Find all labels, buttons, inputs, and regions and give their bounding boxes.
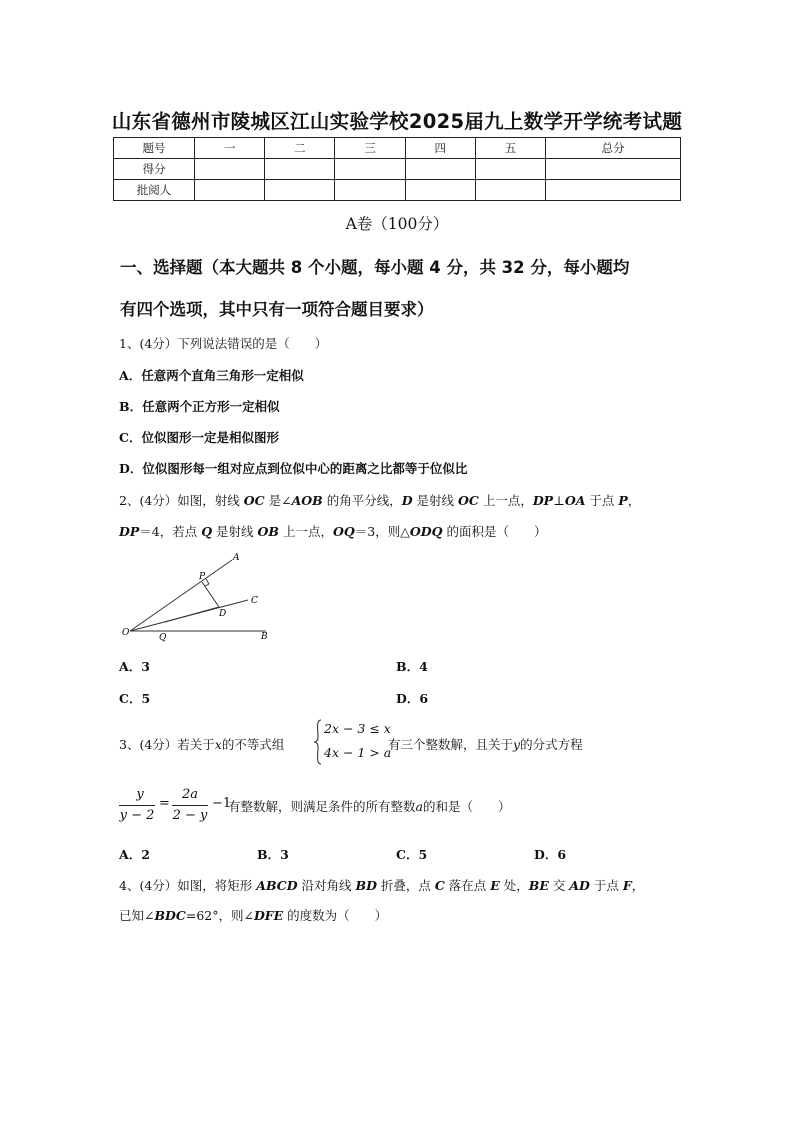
question-3-line-1-cont xyxy=(388,735,583,753)
question-4-line-1 xyxy=(119,876,644,894)
q3-text: 3、(4分）若关于 xyxy=(119,737,215,752)
question-3-option-b: B．3 xyxy=(257,847,289,862)
question-1-stem: 1、(4分）下列说法错误的是（ ） xyxy=(119,336,328,351)
table-cell xyxy=(265,159,335,180)
question-3-line-1 xyxy=(119,735,284,753)
q2-var: AOB xyxy=(291,493,323,508)
q2-var: OC xyxy=(458,493,479,508)
label-a: A xyxy=(233,553,240,563)
q2-text: 上一点， xyxy=(279,524,333,539)
ray-oa xyxy=(130,560,232,631)
segment-dp xyxy=(202,582,219,607)
q4-var: F xyxy=(622,878,632,893)
q2-text: 是射线 xyxy=(412,493,458,508)
left-fraction-denominator: y − 2 xyxy=(119,808,155,823)
q2-var: OB xyxy=(257,524,279,539)
q3-var: a xyxy=(415,799,423,814)
question-3-line-2 xyxy=(228,797,510,815)
q2-var: Q xyxy=(201,524,213,539)
table-row xyxy=(114,180,681,201)
q4-text: =62°，则∠ xyxy=(185,908,254,923)
inequality-2: 4x − 1 > a xyxy=(324,745,392,760)
right-angle-mark xyxy=(205,579,209,586)
table-cell: 三 xyxy=(335,138,405,159)
q4-var: E xyxy=(490,878,500,893)
table-cell xyxy=(335,159,405,180)
label-o: O xyxy=(122,628,130,638)
left-fraction-numerator: y xyxy=(136,787,144,802)
q4-text: 折叠，点 xyxy=(376,878,435,893)
table-cell xyxy=(405,159,475,180)
table-cell xyxy=(475,159,545,180)
q4-text: ， xyxy=(631,878,645,893)
page-title: 山东省德州市陵城区江山实验学校2025届九上数学开学统考试题 xyxy=(111,110,683,133)
q2-var: ODQ xyxy=(409,524,443,539)
minus-one: −1 xyxy=(212,796,232,811)
q4-text: 已知∠ xyxy=(119,908,155,923)
q4-text: 交 xyxy=(548,878,570,893)
q2-text: ⊥ xyxy=(553,493,565,508)
label-p: P xyxy=(199,572,206,582)
question-2-option-c: C．5 xyxy=(119,691,151,706)
label-c: C xyxy=(251,596,258,606)
table-row xyxy=(114,159,681,180)
left-brace xyxy=(313,719,323,765)
q2-text: 2、(4分）如图，射线 xyxy=(119,493,244,508)
question-4-line-2 xyxy=(119,906,387,924)
question-3-option-d: D．6 xyxy=(534,847,567,862)
table-cell xyxy=(195,180,265,201)
question-2-option-b: B．4 xyxy=(396,659,428,674)
q2-var: P xyxy=(618,493,628,508)
q4-var: C xyxy=(434,878,445,893)
table-cell xyxy=(195,159,265,180)
score-table xyxy=(113,137,681,201)
question-1-option-c: C．位似图形一定是相似图形 xyxy=(119,430,279,445)
q2-text: ＝3，则△ xyxy=(354,524,410,539)
q2-text: 于点 xyxy=(585,493,619,508)
q2-text: 是∠ xyxy=(264,493,292,508)
right-fraction-bar xyxy=(172,805,208,806)
q3-text: 有三个整数解，且关于 xyxy=(388,737,514,752)
table-cell: 四 xyxy=(405,138,475,159)
q4-text: 沿对角线 xyxy=(297,878,356,893)
q3-text: 的不等式组 xyxy=(221,737,285,752)
question-1-option-d: D．位似图形每一组对应点到位似中心的距离之比都等于位似比 xyxy=(119,461,468,476)
q3-var: x xyxy=(214,737,222,752)
q2-text: 是射线 xyxy=(212,524,258,539)
q4-var: DFE xyxy=(253,908,284,923)
section-heading-line-1: 一、选择题（本大题共 8 个小题，每小题 4 分，共 32 分，每小题均 xyxy=(120,258,630,277)
left-fraction-bar xyxy=(119,805,155,806)
q3-text: 的分式方程 xyxy=(520,737,583,752)
q3-text: 有整数解，则满足条件的所有整数 xyxy=(228,799,416,814)
label-d: D xyxy=(219,609,227,619)
q4-var: ABCD xyxy=(256,878,298,893)
q4-var: BD xyxy=(355,878,377,893)
q4-var: BE xyxy=(528,878,549,893)
table-cell: 一 xyxy=(195,138,265,159)
q4-text: 处， xyxy=(499,878,529,893)
question-2-option-d: D．6 xyxy=(396,691,429,706)
section-heading-line-2: 有四个选项，其中只有一项符合题目要求） xyxy=(120,300,434,319)
table-cell: 二 xyxy=(265,138,335,159)
question-2-option-a: A．3 xyxy=(119,659,150,674)
table-cell xyxy=(475,180,545,201)
question-2-line-2 xyxy=(119,522,546,540)
q4-var: AD xyxy=(569,878,590,893)
table-cell xyxy=(546,159,681,180)
question-3-option-a: A．2 xyxy=(119,847,150,862)
equals-sign: = xyxy=(159,796,170,811)
segment-qd xyxy=(165,607,219,622)
q2-var: OA xyxy=(564,493,586,508)
right-fraction-numerator: 2a xyxy=(181,787,199,802)
inequality-system xyxy=(313,719,393,765)
table-cell: 批阅人 xyxy=(114,180,195,201)
q3-text: 的和是（ ） xyxy=(422,799,511,814)
q2-var: OC xyxy=(243,493,265,508)
label-q: Q xyxy=(159,633,167,643)
q2-var: D xyxy=(401,493,413,508)
q2-var: OQ xyxy=(332,524,355,539)
angle-bisector-figure xyxy=(118,551,278,643)
q2-text: ＝4，若点 xyxy=(139,524,202,539)
paper-a-heading: A卷（100分） xyxy=(345,215,449,233)
q3-var: y xyxy=(513,737,521,752)
table-cell: 题号 xyxy=(114,138,195,159)
table-cell xyxy=(265,180,335,201)
table-cell xyxy=(546,180,681,201)
question-1-option-b: B．任意两个正方形一定相似 xyxy=(119,399,280,414)
q2-var: DP xyxy=(119,524,140,539)
table-cell: 五 xyxy=(475,138,545,159)
right-fraction-denominator: 2 − y xyxy=(172,808,208,823)
q4-text: 落在点 xyxy=(444,878,491,893)
question-3-option-c: C．5 xyxy=(396,847,428,862)
q2-text: 的面积是（ ） xyxy=(442,524,547,539)
q4-text: 于点 xyxy=(589,878,623,893)
inequality-1: 2x − 3 ≤ x xyxy=(324,721,391,736)
q2-var: DP xyxy=(532,493,554,508)
q2-text: 的角平分线， xyxy=(322,493,402,508)
q4-text: 的度数为（ ） xyxy=(283,908,388,923)
table-cell: 总分 xyxy=(546,138,681,159)
label-b: B xyxy=(261,632,268,642)
q4-var: BDC xyxy=(154,908,186,923)
table-row xyxy=(114,138,681,159)
q2-text: 上一点， xyxy=(478,493,533,508)
table-cell xyxy=(335,180,405,201)
q2-text: ， xyxy=(627,493,641,508)
question-2-line-1 xyxy=(119,491,640,509)
question-1-option-a: A．任意两个直角三角形一定相似 xyxy=(119,368,304,383)
q4-text: 4、(4分）如图，将矩形 xyxy=(119,878,257,893)
table-cell xyxy=(405,180,475,201)
table-cell: 得分 xyxy=(114,159,195,180)
